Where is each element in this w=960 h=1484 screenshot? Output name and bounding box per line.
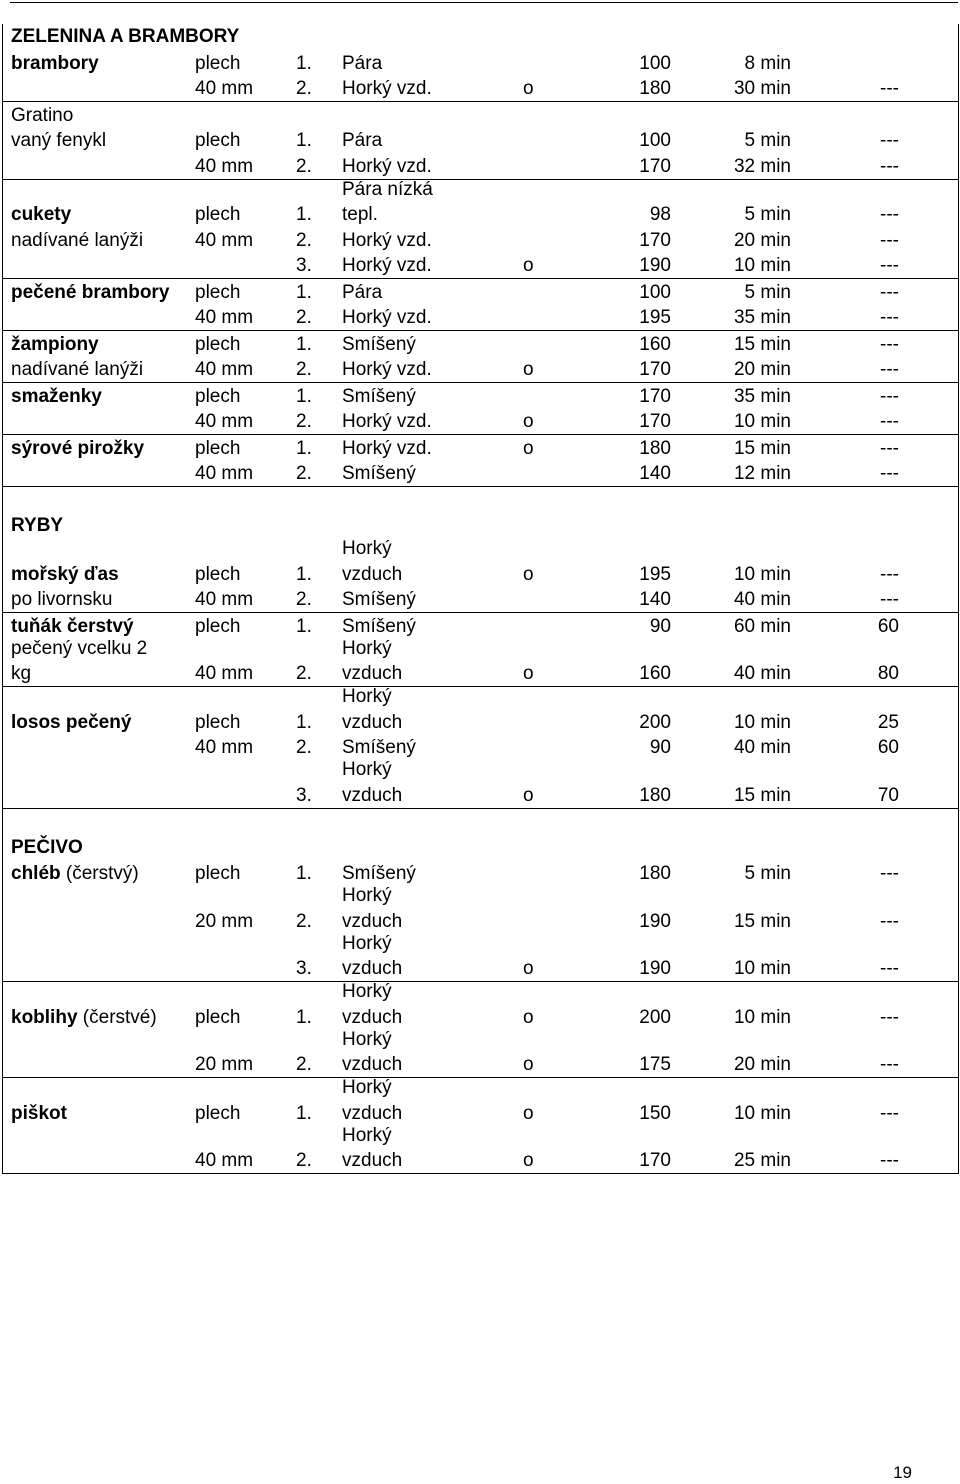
table-item [3,331,958,383]
step-cell: 1. [296,1006,312,1028]
item-name [11,129,106,152]
temperature-cell: 190 [639,255,671,276]
time-cell: 40 min [733,589,791,610]
table-row [3,1148,958,1174]
mode-cell: vzduch [342,711,403,733]
table-item [3,1078,958,1174]
item-name [11,662,31,685]
step-cell: 2. [296,463,312,484]
mode-cell: Horký [342,686,392,707]
mode-cell: vzduch [342,563,403,585]
time-cell: 10 min [733,711,791,733]
step-cell: 2. [296,910,312,932]
item-name [11,1102,67,1125]
extra-cell: --- [880,910,899,932]
item-name [11,615,134,638]
time-cell: 10 min [733,1006,791,1028]
temperature-cell: 180 [639,437,671,459]
table-row [3,1100,958,1126]
item-name-main: chléb [11,863,61,884]
item-name [11,437,144,460]
item-name-main: vaný fenykl [11,130,107,151]
mode-cell: Horký vzd. [342,229,432,251]
fan-cell: o [523,1150,534,1171]
table-row [3,50,958,76]
table-item [3,383,958,435]
tray-cell: 40 mm [195,737,254,758]
mode-cell: Horký vzd. [342,359,432,380]
temperature-cell: 195 [639,563,671,585]
extra-cell: --- [880,437,899,459]
table-item [3,435,958,487]
table-row [3,357,958,383]
tray-cell: 40 mm [195,463,254,484]
temperature-cell: 100 [639,52,671,74]
time-cell: 20 min [733,1054,791,1075]
mode-cell: vzduch [342,1006,403,1028]
step-cell: 2. [296,1054,312,1075]
tray-cell: plech [195,437,241,459]
time-cell: 5 min [744,281,791,303]
temperature-cell: 170 [639,229,671,251]
extra-cell: --- [880,78,899,99]
fan-cell: o [523,563,534,585]
extra-cell: 80 [877,663,899,684]
table-row [3,153,958,179]
tray-cell: plech [195,281,241,303]
time-cell: 10 min [733,563,791,585]
extra-cell: --- [880,229,899,251]
table-row [3,687,958,709]
item-name-main: kg [11,663,32,684]
mode-cell: vzduch [342,1102,403,1124]
step-cell: 1. [296,437,312,459]
table-row [3,561,958,587]
page-number: 19 [893,1463,912,1482]
item-name-main: smaženky [11,385,102,407]
time-cell: 20 min [733,359,791,380]
step-cell: 2. [296,663,312,684]
time-cell: 30 min [733,78,791,99]
time-cell: 15 min [733,910,791,932]
item-name [11,563,119,586]
temperature-cell: 100 [639,281,671,303]
item-name [11,333,99,356]
table-row [3,227,958,253]
tray-cell: 40 mm [195,78,254,99]
item-name-main: nadívané lanýži [11,359,144,380]
tray-cell: plech [195,615,241,637]
table-row [3,982,958,1004]
section-title: PEČIVO [11,836,83,858]
time-cell: 15 min [733,333,791,355]
table-row [3,886,958,908]
table-row [3,861,958,887]
mode-cell: Pára [342,130,383,151]
step-cell: 1. [296,1102,312,1124]
table-row [3,128,958,154]
table-row [3,305,958,331]
item-name-main: sýrové pirožky [11,437,145,459]
temperature-cell: 195 [639,307,671,328]
item-name [11,588,112,611]
extra-cell: --- [880,385,899,407]
fan-cell: o [523,359,534,380]
section-title: ZELENINA A BRAMBORY [11,26,240,47]
tray-cell: plech [195,863,241,884]
table-row [3,661,958,687]
extra-cell: --- [880,255,899,276]
section-gap [3,809,958,835]
time-cell: 35 min [733,385,791,407]
step-cell: 1. [296,281,312,303]
extra-cell: 70 [877,784,899,806]
temperature-cell: 140 [639,589,671,610]
mode-cell: vzduch [342,910,403,932]
time-cell: 32 min [733,155,791,177]
step-cell: 2. [296,589,312,610]
step-cell: 1. [296,52,312,74]
temperature-cell: 190 [639,910,671,932]
temperature-cell: 200 [639,1006,671,1028]
tray-cell: plech [195,1102,241,1124]
time-cell: 5 min [744,863,791,884]
table-row [3,760,958,782]
tray-cell: plech [195,130,241,151]
mode-cell: Horký [342,932,392,954]
item-name-main: koblihy [11,1006,78,1028]
table-row [3,735,958,761]
time-cell: 15 min [733,437,791,459]
table-item [3,613,958,687]
time-cell: 10 min [733,255,791,276]
tray-cell: 40 mm [195,1150,254,1171]
table-row [3,102,958,128]
tray-cell: plech [195,204,241,225]
item-name [11,104,73,127]
mode-cell: Horký vzd. [342,437,432,459]
extra-cell: 60 [877,737,899,758]
step-cell: 2. [296,737,312,758]
tray-cell: 40 mm [195,589,254,610]
extra-cell: --- [880,155,899,177]
extra-cell: --- [880,1006,899,1028]
extra-cell: --- [880,411,899,432]
temperature-cell: 180 [639,784,671,806]
fan-cell: o [523,958,534,979]
step-cell: 2. [296,307,312,328]
temperature-cell: 160 [639,333,671,355]
table-row [3,613,958,639]
step-cell: 2. [296,1150,312,1171]
table-row [3,587,958,613]
mode-cell: Smíšený [342,737,416,758]
item-name-main: tuňák čerstvý [11,615,134,637]
item-name [11,229,143,252]
item-name [11,862,139,885]
step-cell: 1. [296,333,312,355]
mode-cell: Horký [342,637,392,659]
time-cell: 20 min [733,229,791,251]
mode-cell: tepl. [342,204,378,225]
table-row [3,639,958,661]
mode-cell: Horký [342,1028,392,1050]
time-cell: 10 min [733,411,791,432]
mode-cell: Pára nízká [342,178,433,200]
mode-cell: vzduch [342,958,403,979]
mode-cell: vzduch [342,1054,403,1075]
item-name [11,203,71,226]
mode-cell: Horký [342,1124,392,1146]
tray-cell: plech [195,563,241,585]
temperature-cell: 170 [639,385,671,407]
item-name-main: žampiony [11,333,99,355]
extra-cell: --- [880,130,899,151]
fan-cell: o [523,1006,534,1028]
temperature-cell: 150 [639,1102,671,1124]
top-rule [10,2,958,3]
temperature-cell: 180 [639,78,671,99]
mode-cell: vzduch [342,784,403,806]
tray-cell: 40 mm [195,359,254,380]
table-row [3,253,958,279]
extra-cell: --- [880,958,899,979]
table-row [3,934,958,956]
tray-cell: plech [195,333,241,355]
time-cell: 15 min [733,784,791,806]
step-cell: 2. [296,229,312,251]
time-cell: 12 min [733,463,791,484]
time-cell: 5 min [744,130,791,151]
mode-cell: Horký [342,759,392,780]
mode-cell: Smíšený [342,615,416,637]
tray-cell: plech [195,1006,241,1028]
table-row [3,409,958,435]
mode-cell: Smíšený [342,385,416,407]
item-name [11,1006,157,1029]
tray-cell: 40 mm [195,411,254,432]
item-name-main: piškot [11,1102,67,1124]
mode-cell: Horký vzd. [342,255,432,276]
item-name-note: (čerstvé) [77,1006,157,1028]
tray-cell: 40 mm [195,155,254,177]
tray-cell: 40 mm [195,663,254,684]
fan-cell: o [523,663,534,684]
temperature-cell: 170 [639,359,671,380]
table-item [3,50,958,102]
table-row [3,76,958,102]
temperature-cell: 100 [639,130,671,151]
mode-cell: vzduch [342,663,403,684]
table-row [3,383,958,409]
item-name-main: pečené brambory [11,281,170,303]
table-row [3,1078,958,1100]
item-name [11,385,102,408]
item-name [11,637,147,660]
fan-cell: o [523,255,534,276]
step-cell: 2. [296,78,312,99]
table-row [3,908,958,934]
step-cell: 3. [296,784,312,806]
extra-cell: --- [880,307,899,328]
mode-cell: Horký vzd. [342,411,432,432]
tray-cell: plech [195,711,241,733]
item-name-main: pečený vcelku 2 [11,637,148,659]
mode-cell: Smíšený [342,333,416,355]
section-gap [3,487,958,513]
section-title: RYBY [11,515,64,536]
temperature-cell: 175 [639,1054,671,1075]
time-cell: 35 min [733,307,791,328]
item-name-main: brambory [11,52,99,74]
fan-cell: o [523,1054,534,1075]
mode-cell: vzduch [342,1150,403,1171]
mode-cell: Horký [342,1077,392,1098]
table-row [3,180,958,202]
extra-cell: --- [880,204,899,225]
table-item [3,180,958,280]
step-cell: 3. [296,958,312,979]
mode-cell: Smíšený [342,589,416,610]
fan-cell: o [523,1102,534,1124]
step-cell: 1. [296,385,312,407]
tray-cell: 40 mm [195,307,254,328]
temperature-cell: 170 [639,411,671,432]
table-row [3,709,958,735]
item-name-note: (čerstvý) [60,863,139,884]
table-row [3,1004,958,1030]
temperature-cell: 170 [639,1150,671,1171]
table-item [3,279,958,331]
temperature-cell: 90 [649,737,671,758]
table-row [3,461,958,487]
table-row [3,279,958,305]
step-cell: 2. [296,155,312,177]
extra-cell: --- [880,333,899,355]
table-item [3,982,958,1078]
temperature-cell: 180 [639,863,671,884]
temperature-cell: 140 [639,463,671,484]
table-row [3,539,958,561]
temperature-cell: 200 [639,711,671,733]
fan-cell: o [523,78,534,99]
temperature-cell: 90 [649,615,671,637]
mode-cell: Horký [342,885,392,906]
step-cell: 3. [296,255,312,276]
step-cell: 1. [296,711,312,733]
time-cell: 5 min [744,204,791,225]
item-name-main: Gratino [11,104,74,126]
step-cell: 1. [296,563,312,585]
mode-cell: Horký [342,981,392,1002]
time-cell: 40 min [733,663,791,684]
item-name [11,711,131,734]
cooking-table [2,24,959,1174]
temperature-cell: 160 [639,663,671,684]
mode-cell: Horký vzd. [342,307,432,328]
step-cell: 2. [296,359,312,380]
table-row [3,956,958,982]
extra-cell: 60 [877,615,899,637]
time-cell: 8 min [744,52,791,74]
item-name-main: mořský ďas [11,563,119,585]
item-name [11,358,143,381]
table-row [3,1052,958,1078]
mode-cell: Smíšený [342,463,416,484]
step-cell: 1. [296,204,312,225]
time-cell: 10 min [733,1102,791,1124]
extra-cell: --- [880,1054,899,1075]
time-cell: 60 min [733,615,791,637]
tray-cell: plech [195,385,241,407]
table-row [3,331,958,357]
step-cell: 2. [296,411,312,432]
item-name-main: nadívané lanýži [11,229,144,251]
step-cell: 1. [296,615,312,637]
extra-cell: --- [880,281,899,303]
tray-cell: 20 mm [195,1054,254,1075]
table-item [3,539,958,613]
time-cell: 40 min [733,737,791,758]
step-cell: 1. [296,863,312,884]
temperature-cell: 98 [649,204,671,225]
table-row [3,202,958,228]
table-item [3,102,958,180]
extra-cell: --- [880,463,899,484]
tray-cell: plech [195,52,241,74]
table-row [3,1030,958,1052]
table-item [3,861,958,983]
fan-cell: o [523,411,534,432]
table-row [3,782,958,808]
extra-cell: 25 [877,711,899,733]
mode-cell: Horký [342,538,392,559]
extra-cell: --- [880,863,899,884]
extra-cell: --- [880,1102,899,1124]
extra-cell: --- [880,563,899,585]
tray-cell: 40 mm [195,229,254,251]
extra-cell: --- [880,589,899,610]
mode-cell: Horký vzd. [342,155,432,177]
fan-cell: o [523,437,534,459]
time-cell: 25 min [733,1150,791,1171]
mode-cell: Pára [342,52,383,74]
temperature-cell: 190 [639,958,671,979]
mode-cell: Horký vzd. [342,78,432,99]
item-name-main: po livornsku [11,589,113,610]
tray-cell: 20 mm [195,910,254,932]
temperature-cell: 170 [639,155,671,177]
fan-cell: o [523,784,534,806]
extra-cell: --- [880,359,899,380]
table-item [3,687,958,809]
item-name-main: cukety [11,204,72,225]
time-cell: 10 min [733,958,791,979]
mode-cell: Pára [342,281,383,303]
item-name [11,52,99,75]
item-name [11,281,169,304]
mode-cell: Smíšený [342,863,416,884]
step-cell: 1. [296,130,312,151]
item-name-main: losos pečený [11,711,132,733]
table-row [3,435,958,461]
extra-cell: --- [880,1150,899,1171]
table-row [3,1126,958,1148]
